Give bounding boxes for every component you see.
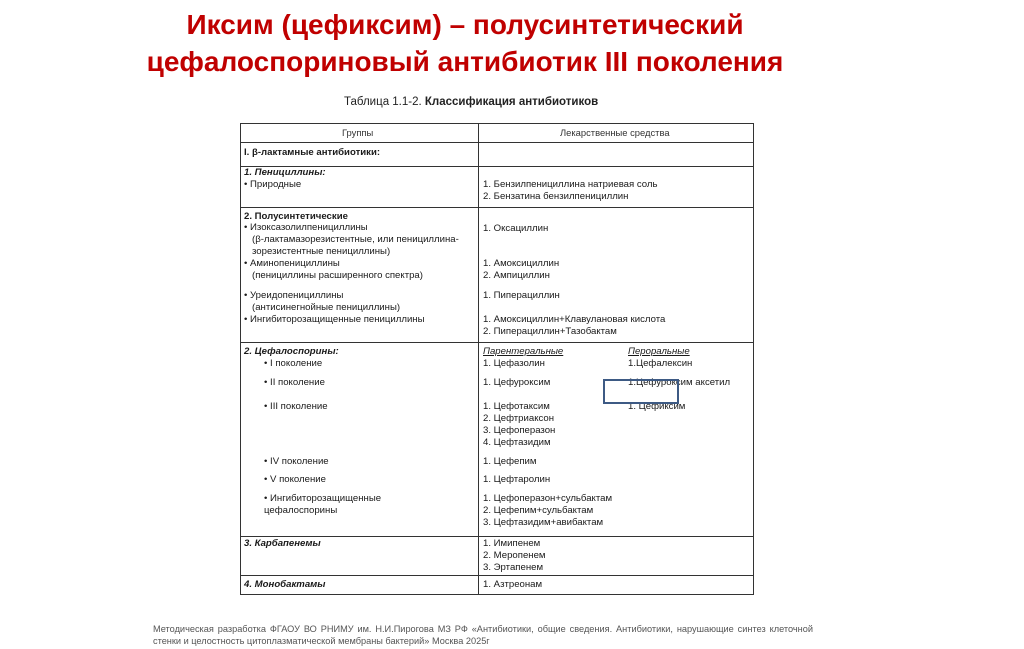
gen2-oral: 1.Цефуроксим аксетил — [628, 377, 731, 388]
row-divider — [241, 142, 753, 143]
carbapenem-drug-1: 1. Имипенем — [483, 538, 541, 549]
gen3-label: • III поколение — [264, 401, 328, 412]
row-divider — [241, 207, 753, 208]
gen5-label: • V поколение — [264, 474, 326, 485]
slide-title — [0, 6, 930, 80]
gen3-parenteral-4: 4. Цефтазидим — [483, 437, 551, 448]
gen4-label: • IV поколение — [264, 456, 329, 467]
gen2-label: • II поколение — [264, 377, 325, 388]
natural-drug-2: 2. Бензатина бензилпенициллин — [483, 191, 629, 202]
gen3-parenteral-2: 2. Цефтриаксон — [483, 413, 555, 424]
isoxazolyl-drug-1: 1. Оксациллин — [483, 223, 549, 234]
carbapenem-drug-2: 2. Меропенем — [483, 550, 546, 561]
gen3-parenteral-3: 3. Цефоперазон — [483, 425, 556, 436]
inhibitor-pen-drug-2: 2. Пиперациллин+Тазобактам — [483, 326, 617, 337]
title-line-1: Иксим (цефиксим) – полусинтетический — [186, 9, 744, 40]
table-caption — [344, 96, 598, 108]
monobactam-drug-1: 1. Азтреонам — [483, 579, 543, 590]
natural-penicillins: • Природные — [244, 179, 302, 190]
aminopenicillins-line-1: • Аминопенициллины — [244, 258, 340, 269]
amino-drug-1: 1. Амоксициллин — [483, 258, 560, 269]
gen1-label: • I поколение — [264, 358, 323, 369]
ureidopenicillins-line-2: (антисинегнойные пенициллины) — [252, 302, 401, 313]
inhibitor-ceph-drug-3: 3. Цефтазидим+авибактам — [483, 517, 604, 528]
inhibitor-ceph-line-2: цефалоспорины — [264, 505, 338, 516]
inhibitor-pen-drug-1: 1. Амоксициллин+Клавулановая кислота — [483, 314, 666, 325]
isoxazolyl-line-3: зорезистентные пенициллины) — [252, 246, 391, 257]
gen3-oral-cefixime: 1. Цефиксим — [628, 401, 686, 412]
title-line-2: цефалоспориновый антибиотик III поколения — [146, 46, 784, 77]
parenteral-label: Парентеральные — [483, 346, 564, 357]
row-divider — [241, 575, 753, 576]
row-divider — [241, 342, 753, 343]
header-groups: Группы — [342, 127, 374, 138]
carbapenem-drug-3: 3. Эртапенем — [483, 562, 544, 573]
gen1-oral: 1.Цефалексин — [628, 358, 693, 369]
gen1-parenteral: 1. Цефазолин — [483, 358, 545, 369]
monobactams-heading: 4. Монобактамы — [244, 579, 326, 590]
inhibitor-penicillins: • Ингибиторозащищенные пенициллины — [244, 314, 425, 325]
carbapenems-heading: 3. Карбапенемы — [244, 538, 321, 549]
gen3-parenteral-1: 1. Цефотаксим — [483, 401, 550, 412]
isoxazolyl-line-1: • Изоксазолилпенициллины — [244, 222, 368, 233]
isoxazolyl-line-2: (β-лактамазорезистентные, или пенициллина- — [252, 234, 459, 245]
gen5-parenteral: 1. Цефтаролин — [483, 474, 551, 485]
footer-source: Методическая разработка ФГАОУ ВО РНИМУ им. Н.И.Пирогова МЗ РФ «Антибиотики, общие сведения. Антибиотики, нарушающие синтез клеточной стенки и целостность цитоплазматической мембраны бактерий» Москва 2025г — [153, 624, 813, 646]
aminopenicillins-line-2: (пенициллины расширенного спектра) — [252, 270, 423, 281]
amino-drug-2: 2. Ампициллин — [483, 270, 550, 281]
highlight-box — [603, 379, 679, 404]
header-drugs: Лекарственные средства — [560, 127, 670, 138]
row-divider — [241, 536, 753, 537]
oral-label: Пероральные — [628, 346, 690, 357]
ureido-drug-1: 1. Пиперациллин — [483, 290, 560, 301]
column-divider — [478, 124, 479, 594]
inhibitor-ceph-line-1: • Ингибиторозащищенные — [264, 493, 382, 504]
semi-synthetic-heading: 2. Полусинтетические — [244, 211, 348, 222]
inhibitor-ceph-drug-2: 2. Цефепим+сульбактам — [483, 505, 594, 516]
ureidopenicillins-line-1: • Уреидопенициллины — [244, 290, 344, 301]
penicillins-heading: 1. Пенициллины: — [244, 167, 326, 178]
gen4-parenteral: 1. Цефепим — [483, 456, 537, 467]
caption-text: Классификация антибиотиков — [424, 96, 599, 108]
caption-prefix: Таблица 1.1-2. — [344, 96, 422, 108]
gen2-parenteral: 1. Цефуроксим — [483, 377, 551, 388]
inhibitor-ceph-drug-1: 1. Цефоперазон+сульбактам — [483, 493, 613, 504]
section-beta-lactams: I. β-лактамные антибиотики: — [244, 147, 381, 158]
natural-drug-1: 1. Бензилпенициллина натриевая соль — [483, 179, 658, 190]
cephalosporins-heading: 2. Цефалоспорины: — [244, 346, 339, 357]
